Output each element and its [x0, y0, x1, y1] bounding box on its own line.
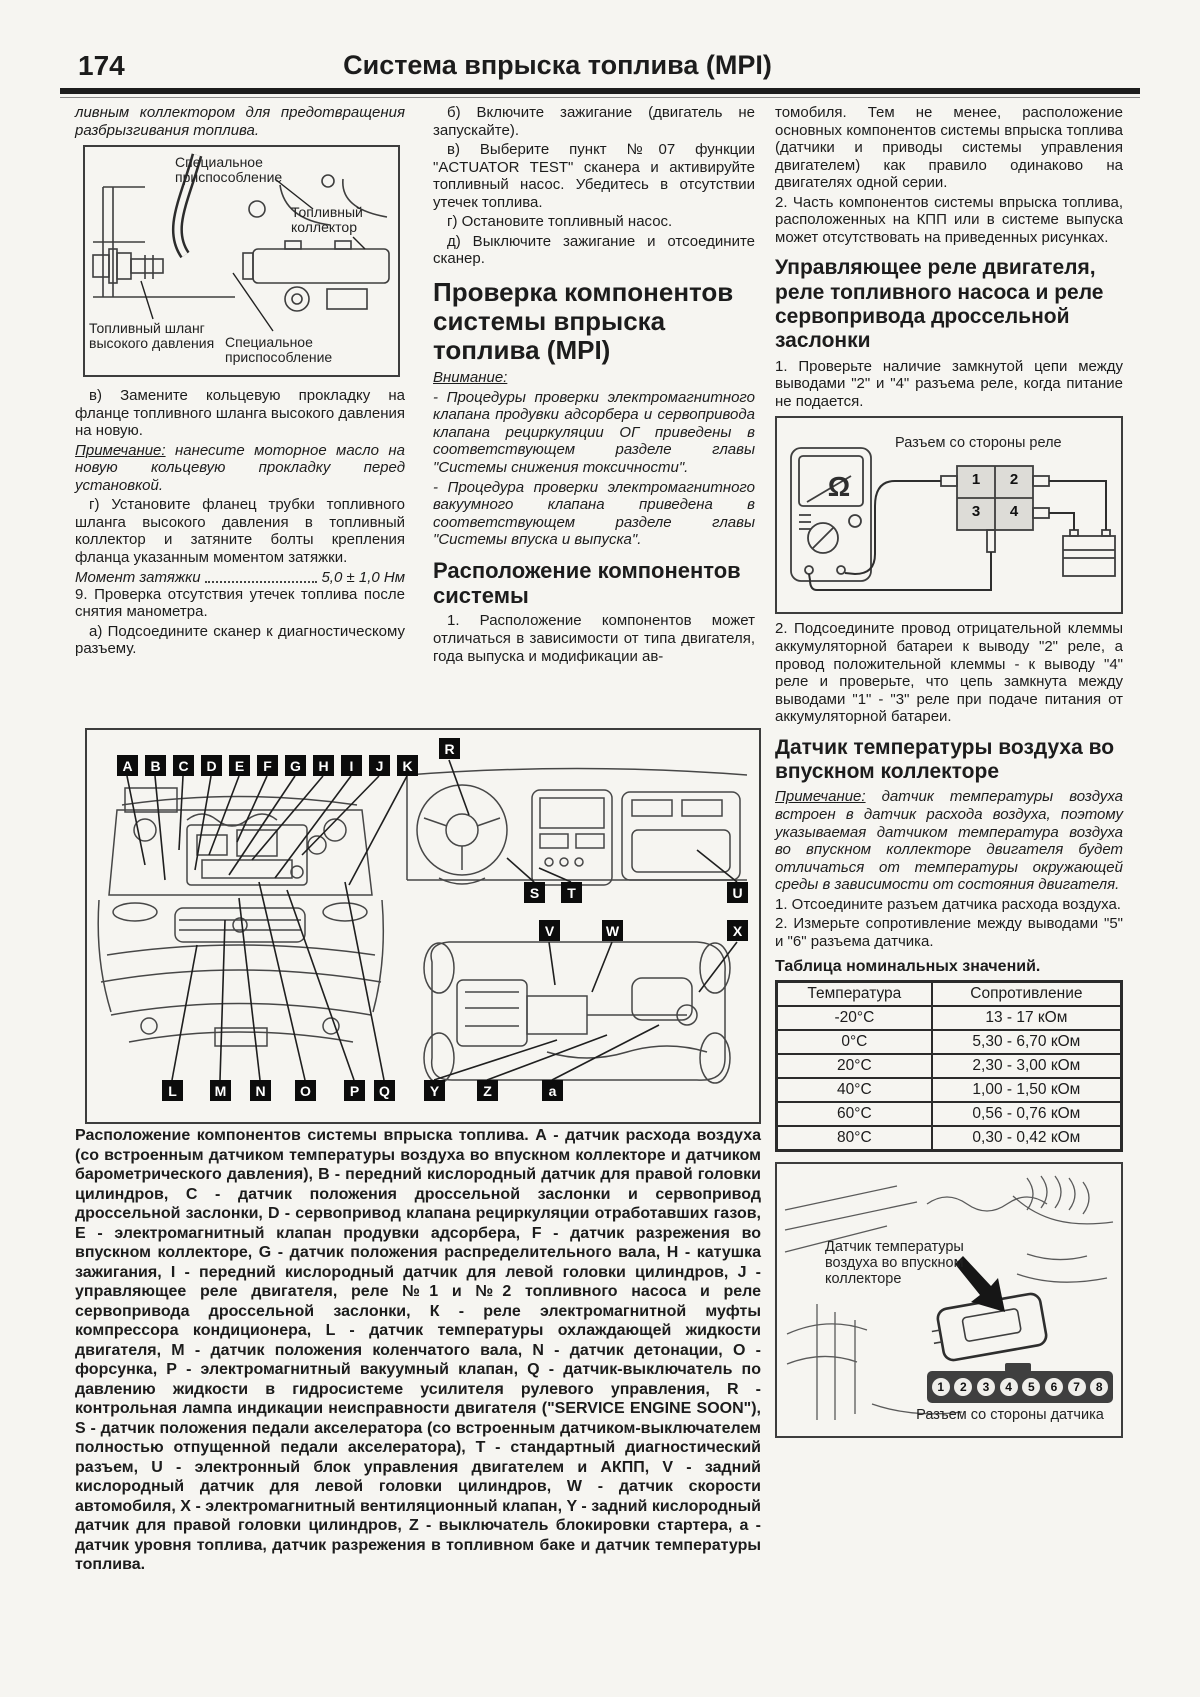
intro-text: ливным коллектором для предотвращения разбрызгивания топлива. — [75, 104, 405, 139]
cell-resistance: 13 - 17 кОм — [932, 1006, 1122, 1030]
column-right — [775, 104, 1123, 1438]
label-air-temp-sensor: Датчик температуры воздуха во впускном коллекторе — [825, 1239, 964, 1288]
col-header-resistance: Сопротивление — [932, 982, 1122, 1007]
cell-temperature: 80°C — [777, 1126, 932, 1151]
table-row — [777, 1078, 1122, 1102]
component-location-drawing — [87, 730, 755, 1118]
chip-I: I — [341, 755, 362, 776]
layout-para-cont: томобиля. Тем не менее, расположение основных компонентов системы впрыска топлива (датчики и приводы системы управления двигателем) как правило одинаково на двигателях одной серии. — [775, 104, 1123, 192]
page-title: Система впрыска топлива (MPI) — [343, 50, 772, 80]
table-row — [777, 1006, 1122, 1030]
relay-pin-4: 4 — [1009, 503, 1019, 521]
svg-text:Ω: Ω — [827, 471, 851, 503]
label-special-tool-bottom: Специальное приспособление — [225, 334, 333, 366]
chip-Q: Q — [374, 1080, 395, 1101]
chip-H: H — [313, 755, 334, 776]
sensor-pin: 7 — [1068, 1378, 1086, 1396]
column-middle — [433, 104, 755, 667]
relay-step-2: 2. Подсоедините провод отрицательной клеммы аккумуляторной батареи к выводу "2" реле, а провод положительной клеммы - к выводу "4" реле и проверьте, что цепь замкнута между выводами "1" - "3" реле при подаче питания от аккумуляторной батареи. — [775, 620, 1123, 726]
figure-caption: Расположение компонентов системы впрыска топлива. А - датчик расхода воздуха (со встроенным датчиком температуры воздуха во впускном коллекторе и датчиком барометрического давления), В - передний кислородный датчик для правой головки цилиндров, С - датчик положения дроссельной заслонки и сервопривод дроссельной заслонки, D - сервопривод клапана рециркуляции отработавших газов, Е - электромагнитный клапан продувки адсорбера, F - датчик разрежения во впускном коллекторе, G - датчик положения распределительного вала, Н - катушка зажигания, I - передний кислородный датчик для левой головки цилиндров, J - управляющее реле двигателя, реле №1 и №2 топливного насоса и реле сервопривода дроссельной заслонки, К - реле электромагнитной муфты компрессора кондиционера, L - датчик температуры охлаждающей жидкости двигателя, М - датчик положения коленчатого вала, N - датчик детонации, О - форсунка, Р - электромагнитный вакуумный клапан, Q - датчик-выключатель по давлению жидкости в гидросистеме усилителя рулевого управления, R - контрольная лампа индикации неисправности двигателя ("SERVICE ENGINE SOON"), S - датчик положения педали акселератора (со встроенным датчиком-выключателем полностью отпущенной педали акселератора), Т - стандартный диагностический разъем, U - электронный блок управления двигателем и АКПП, V - задний кислородный датчик для левой головки цилиндров, W - датчик скорости автомобиля, X - электромагнитный вентиляционный клапан, Y - задний кислородный датчик для правой головки цилиндров, Z - выключатель блокировки стартера, а - датчик уровня топлива, датчик разрежения в топливном баке и датчик температуры топлива. — [75, 1127, 761, 1574]
relay-check-figure — [775, 416, 1123, 614]
chip-R: R — [439, 738, 460, 759]
sensor-pin: 4 — [1000, 1378, 1018, 1396]
chip-N: N — [250, 1080, 271, 1101]
cell-resistance: 0,56 - 0,76 кОм — [932, 1102, 1122, 1126]
sensor-connector — [927, 1371, 1113, 1403]
cell-resistance: 5,30 - 6,70 кОм — [932, 1030, 1122, 1054]
component-location-figure — [85, 728, 761, 1124]
label-sensor-connector: Разъем со стороны датчика — [916, 1407, 1104, 1424]
sensor-pin: 6 — [1045, 1378, 1063, 1396]
label-special-tool-top: Специальное приспособление — [175, 154, 283, 186]
chip-W: W — [602, 920, 623, 941]
chip-C: C — [173, 755, 194, 776]
cell-resistance: 0,30 - 0,42 кОм — [932, 1126, 1122, 1151]
header-rule — [60, 88, 1140, 94]
cell-temperature: 40°C — [777, 1078, 932, 1102]
chip-F: F — [257, 755, 278, 776]
sensor-pin: 8 — [1090, 1378, 1108, 1396]
cell-temperature: 60°C — [777, 1102, 932, 1126]
chip-a: a — [542, 1080, 563, 1101]
section-heading-check-components: Проверка компонентов системы впрыска топлива (MPI) — [433, 276, 734, 366]
chip-G: G — [285, 755, 306, 776]
warning-item-2: - Процедура проверки электромагнитного вакуумного клапана приведена в соответствующем разделе главы "Системы впуска и выпуска". — [433, 478, 755, 549]
chip-E: E — [229, 755, 250, 776]
sensor-step-2: 2. Измерьте сопротивление между выводами "5" и "6" разъема датчика. — [775, 915, 1123, 950]
chip-V: V — [539, 920, 560, 941]
header-rule-thin — [60, 97, 1140, 98]
cell-temperature: 0°C — [777, 1030, 932, 1054]
chip-B: B — [145, 755, 166, 776]
chip-Z: Z — [477, 1080, 498, 1101]
sensor-pin: 5 — [1022, 1378, 1040, 1396]
chip-L: L — [162, 1080, 183, 1101]
step-v2: в) Выберите пункт №07 функции "ACTUATOR TEST" сканера и активируйте топливный насос. Убедитесь в отсутствии утечек топлива. — [433, 141, 755, 211]
chip-Y: Y — [424, 1080, 445, 1101]
layout-para-2: 2. Часть компонентов системы впрыска топлива, расположенных на КПП или в системе выпуска может отсутствовать на приведенных рисунках. — [775, 193, 1123, 246]
col-header-temperature: Температура — [777, 982, 932, 1007]
note-1: Примечание: нанесите моторное масло на новую кольцевую прокладку перед установкой. — [75, 441, 405, 494]
label-high-pressure-hose: Топливный шланг высокого давления — [89, 320, 215, 352]
note-2: Примечание: датчик температуры воздуха встроен в датчик расхода воздуха, поэтому указываемая датчиком температура воздуха во впускном коллекторе двигателя будет отличаться от температуры окружающей среды в зависимости от состояния двигателя. — [775, 788, 1123, 894]
table-header-row — [777, 982, 1122, 1007]
warning-item-1: - Процедуры проверки электромагнитного клапана продувки адсорбера и сервопривода клапана рециркуляции ОГ приведены в соответствующем разделе главы "Системы снижения токсичности". — [433, 388, 755, 476]
resistance-table — [775, 980, 1123, 1152]
torque-spec: Момент затяжки 5,0 ± 1,0 Нм — [75, 568, 405, 586]
label-relay-connector: Разъем со стороны реле — [895, 435, 1062, 452]
fuel-rail-figure — [83, 145, 400, 377]
cell-resistance: 2,30 - 3,00 кОм — [932, 1054, 1122, 1078]
sensor-pin: 3 — [977, 1378, 995, 1396]
step-d: д) Выключите зажигание и отсоедините сканер. — [433, 232, 755, 268]
chip-U: U — [727, 882, 748, 903]
warning-label: Внимание: — [433, 369, 508, 387]
sensor-pin: 2 — [954, 1378, 972, 1396]
step-g2: г) Остановите топливный насос. — [447, 213, 673, 231]
section-heading-air-temp-sensor: Датчик температуры воздуха во впускном коллекторе — [775, 735, 1115, 784]
cell-resistance: 1,00 - 1,50 кОм — [932, 1078, 1122, 1102]
cell-temperature: 20°C — [777, 1054, 932, 1078]
table-row — [777, 1030, 1122, 1054]
relay-pin-1: 1 — [971, 471, 981, 489]
table-row — [777, 1102, 1122, 1126]
table-row — [777, 1054, 1122, 1078]
table-row — [777, 1126, 1122, 1151]
section-heading-relays: Управляющее реле двигателя, реле топливного насоса и реле сервопривода дроссельной заслонки — [775, 256, 1104, 353]
relay-pin-3: 3 — [971, 503, 981, 521]
dotted-leader — [205, 581, 318, 583]
chip-A: A — [117, 755, 138, 776]
chip-S: S — [524, 882, 545, 903]
chip-X: X — [727, 920, 748, 941]
step-g: г) Установите фланец трубки топливного шланга высокого давления в топливный коллектор и затяните болты крепления фланца указанным моментом затяжки. — [75, 496, 405, 567]
chip-D: D — [201, 755, 222, 776]
step-9a: а) Подсоедините сканер к диагностическому разъему. — [75, 622, 405, 658]
air-temp-sensor-figure — [775, 1162, 1123, 1438]
chip-T: T — [561, 882, 582, 903]
chip-K: K — [397, 755, 418, 776]
relay-step-1: 1. Проверьте наличие замкнутой цепи между выводами "2" и "4" разъема реле, когда питание не подается. — [775, 357, 1123, 410]
sensor-step-1: 1. Отсоедините разъем датчика расхода воздуха. — [775, 895, 1121, 913]
step-v: в) Замените кольцевую прокладку на фланце топливного шланга высокого давления на новую. — [75, 387, 406, 440]
chip-M: M — [210, 1080, 231, 1101]
chip-J: J — [369, 755, 390, 776]
page-number: 174 — [78, 50, 125, 81]
table-title: Таблица номинальных значений. — [775, 958, 1041, 976]
cell-temperature: -20°C — [777, 1006, 932, 1030]
chip-O: O — [295, 1080, 316, 1101]
sensor-pin: 1 — [932, 1378, 950, 1396]
step-b: б) Включите зажигание (двигатель не запускайте). — [433, 104, 755, 139]
step-9: 9. Проверка отсутствия утечек топлива после снятия манометра. — [75, 585, 405, 621]
chip-P: P — [344, 1080, 365, 1101]
relay-pin-2: 2 — [1009, 471, 1019, 489]
section-heading-layout: Расположение компонентов системы — [433, 557, 741, 608]
layout-para-1: 1. Расположение компонентов может отличаться в зависимости от типа двигателя, года выпуска и модификации ав- — [433, 612, 755, 665]
label-fuel-rail: Топливный коллектор — [291, 204, 363, 236]
column-left — [75, 104, 405, 660]
